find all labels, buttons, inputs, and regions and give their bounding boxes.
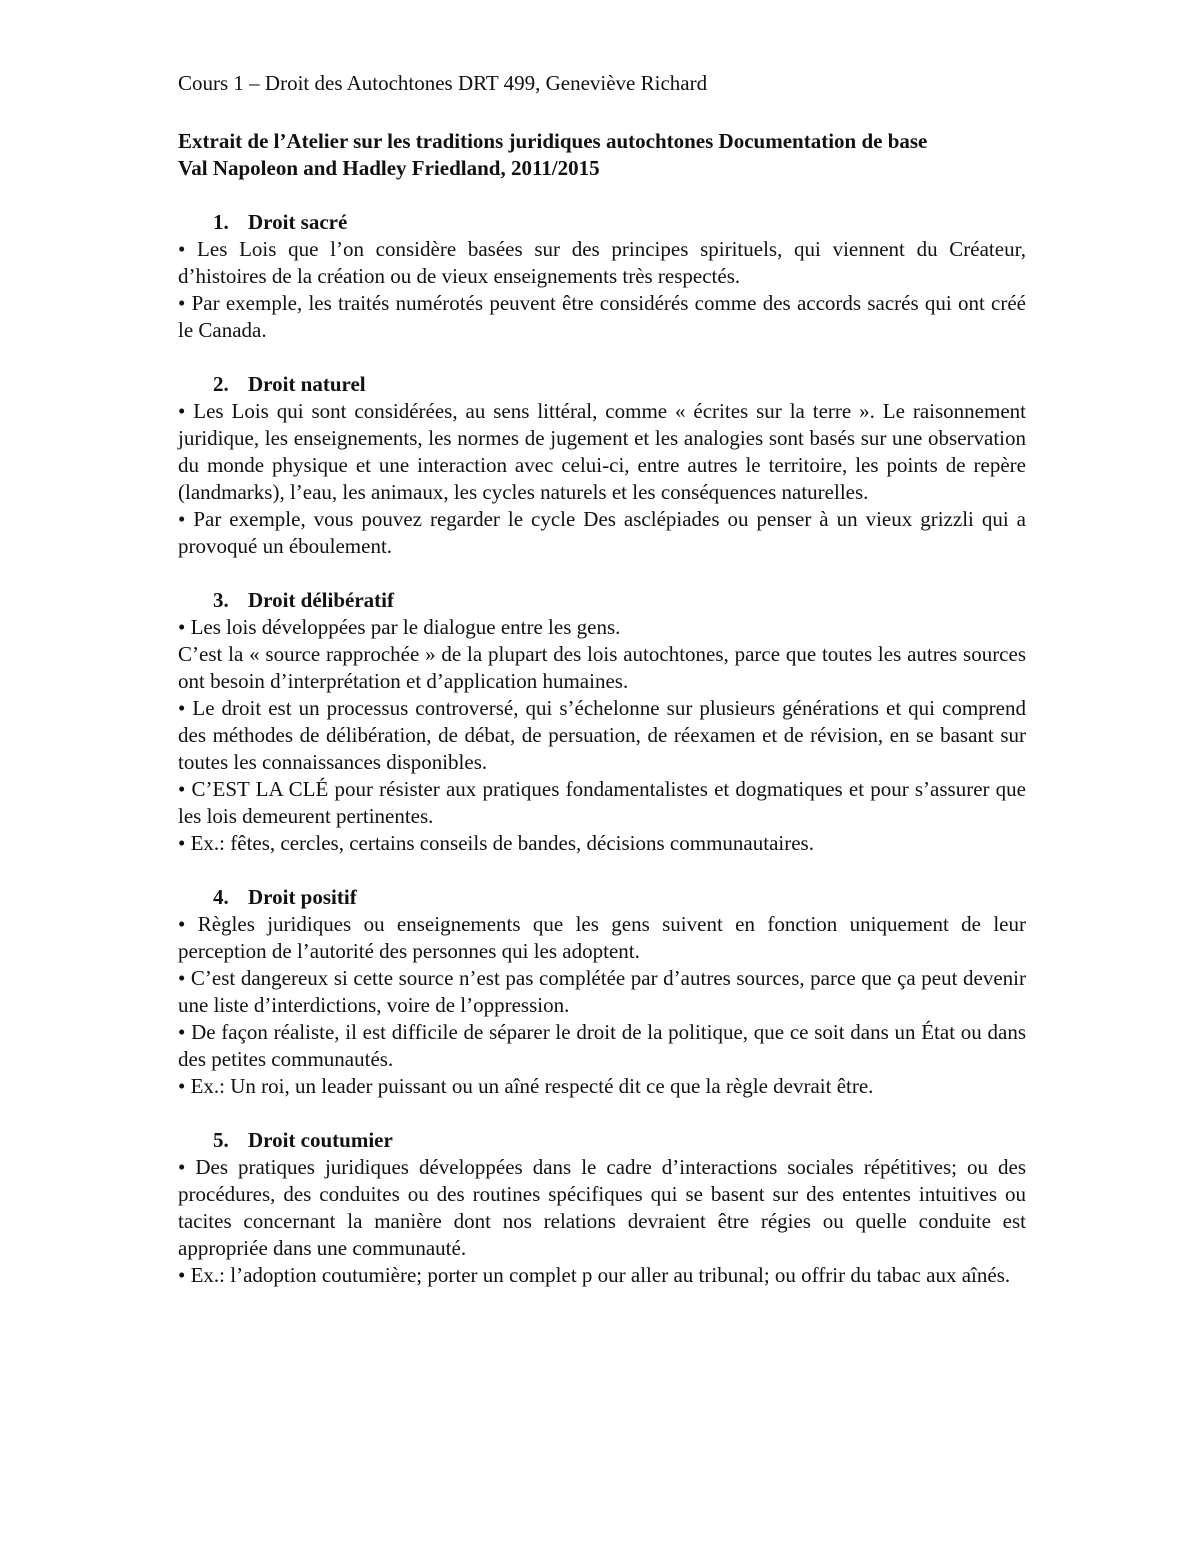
paragraph: • Les Lois que l’on considère basées sur des principes spirituels, qui viennent du Créateur, d’histoires de la création ou de vieux enseignements très respectés. [178,237,1026,288]
paragraph: • Ex.: fêtes, cercles, certains conseils de bandes, décisions communautaires. [178,831,814,855]
paragraph: • Règles juridiques ou enseignements que les gens suivent en fonction uniquement de leur perception de l’autorité des personnes qui les adoptent. [178,912,1026,963]
section-heading [178,1127,1026,1154]
section-title: Droit délibératif [248,588,394,612]
paragraph: • Les lois développées par le dialogue entre les gens. [178,615,621,639]
paragraph: • Par exemple, vous pouvez regarder le cycle Des asclépiades ou penser à un vieux grizzli qui a provoqué un éboulement. [178,507,1026,558]
section-number: 3. [213,588,229,612]
paragraph: C’est la « source rapprochée » de la plupart des lois autochtones, parce que toutes les autres sources ont besoin d’interprétation et d’application humaines. [178,642,1026,693]
document-page [178,70,1026,1289]
section-number: 2. [213,372,229,396]
section-heading [178,371,1026,398]
paragraph: • Ex.: l’adoption coutumière; porter un complet p our aller au tribunal; ou offrir du tabac aux aînés. [178,1263,1011,1287]
section-droit-coutumier [178,1127,1026,1289]
section-title: Droit positif [248,885,357,909]
section-droit-naturel [178,371,1026,560]
section-title: Droit coutumier [248,1128,393,1152]
paragraph: • Des pratiques juridiques développées dans le cadre d’interactions sociales répétitives; ou des procédures, des conduites ou des routines spécifiques qui se basent sur des ententes intuitives ou tacites concernant la manière dont nos relations devraient être régies ou quelle conduite est appropriée dans une communauté. [178,1155,1026,1260]
section-heading [178,209,1026,236]
paragraph: • Les Lois qui sont considérées, au sens littéral, comme « écrites sur la terre ». Le raisonnement juridique, les enseignements, les normes de jugement et les analogies sont basés sur une observation du monde physique et une interaction avec celui-ci, entre autres le territoire, les points de repère (landmarks), l’eau, les animaux, les cycles naturels et les conséquences naturelles. [178,399,1026,504]
paragraph: • Par exemple, les traités numérotés peuvent être considérés comme des accords sacrés qui ont créé le Canada. [178,291,1026,342]
extract-title [178,128,1026,182]
section-title: Droit sacré [248,210,348,234]
section-heading [178,884,1026,911]
paragraph: • Ex.: Un roi, un leader puissant ou un aîné respecté dit ce que la règle devrait être. [178,1074,874,1098]
paragraph: • Le droit est un processus controversé, qui s’échelonne sur plusieurs générations et qui comprend des méthodes de délibération, de débat, de persuation, de réexamen et de révision, en se basant sur toutes les connaissances disponibles. [178,696,1026,774]
course-header: Cours 1 – Droit des Autochtones DRT 499, Geneviève Richard [178,71,708,95]
paragraph: • C’est dangereux si cette source n’est pas complétée par d’autres sources, parce que ça peut devenir une liste d’interdictions, voire de l’oppression. [178,966,1026,1017]
paragraph: • C’EST LA CLÉ pour résister aux pratiques fondamentalistes et dogmatiques et pour s’assurer que les lois demeurent pertinentes. [178,777,1026,828]
section-number: 5. [213,1128,229,1152]
section-droit-deliberatif [178,587,1026,857]
paragraph: • De façon réaliste, il est difficile de séparer le droit de la politique, que ce soit dans un État ou dans des petites communautés. [178,1020,1026,1071]
section-number: 4. [213,885,229,909]
extract-title-line-1: Extrait de l’Atelier sur les traditions juridiques autochtones Documentation de base [178,129,928,153]
section-droit-positif [178,884,1026,1100]
section-title: Droit naturel [248,372,366,396]
section-droit-sacre [178,209,1026,344]
extract-title-line-2: Val Napoleon and Hadley Friedland, 2011/2015 [178,156,600,180]
section-number: 1. [213,210,229,234]
section-heading [178,587,1026,614]
